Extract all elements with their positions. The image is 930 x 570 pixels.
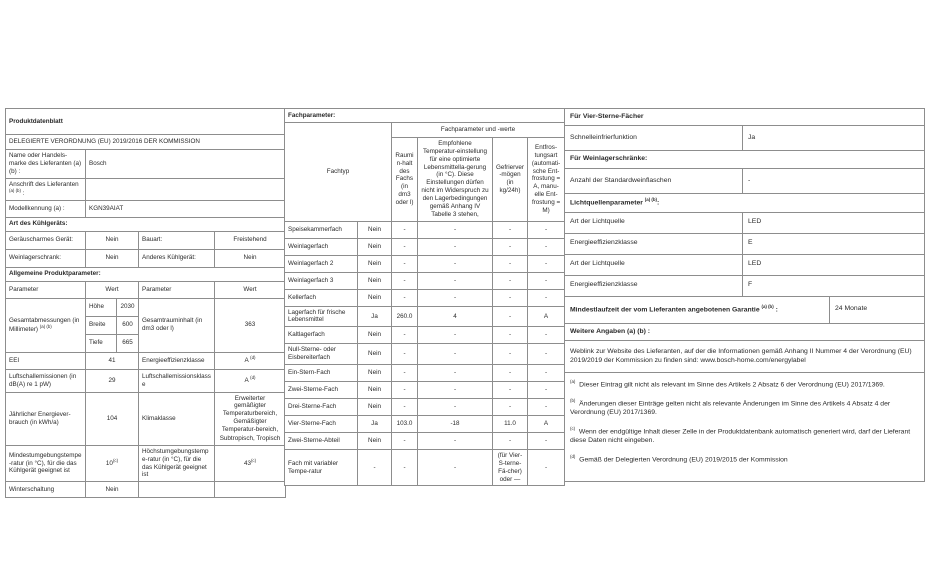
- table-row: [6, 109, 286, 135]
- param-value: Nein: [86, 482, 139, 498]
- footnote: [570, 399, 919, 418]
- compartment-freeze-capacity: -: [493, 289, 528, 306]
- compartment-present: Nein: [358, 289, 392, 306]
- additional-parameters-table: [564, 108, 925, 482]
- table-row: [6, 267, 286, 281]
- compartment-row: [285, 255, 565, 272]
- table-row: [6, 178, 286, 200]
- footnote: [570, 380, 919, 390]
- footnote-marker: (c): [570, 426, 576, 432]
- compartment-row: [285, 238, 565, 255]
- param-label: Bauart:: [139, 231, 215, 249]
- table-row: [565, 168, 925, 193]
- compartment-row: [285, 221, 565, 238]
- compartment-freeze-capacity: -: [493, 255, 528, 272]
- footnote-marker: (b): [570, 398, 576, 404]
- compartment-temp: -: [418, 327, 493, 344]
- more-info-section-header: Weitere Angaben (a) (b) :: [565, 323, 925, 340]
- wine-section-header: Für Weinlagerschränke:: [565, 151, 925, 168]
- light-param-value: LED: [743, 212, 925, 233]
- light-param-row: [565, 212, 925, 233]
- param-label: Höchstumgebungstempe-ratur (in °C), für die das Kühlgerät geeignet ist: [139, 445, 215, 481]
- compartment-present: Ja: [358, 416, 392, 433]
- supplier-name-label: Name oder Handels-marke des Lieferanten (a) (b) :: [6, 150, 86, 179]
- compartment-freeze-capacity: -: [493, 272, 528, 289]
- column-header-temperatur: Empfohlene Temperatur-einstellung für eine optimierte Lebensmittella-gerung (in °C). Diese Einstellungen dürfen nicht im Widerspruch zu den Lagerbedingungen gemäß Anhang IV Tabelle 3 stehen,: [418, 138, 493, 222]
- column-header-gefriervermoegen: Gefrierver-mögen (in kg/24h): [493, 138, 528, 222]
- table-row: [285, 109, 565, 123]
- footnote-text: Gemäß der Delegierten Verordnung (EU) 2019/2015 der Kommission: [579, 456, 788, 464]
- table-row: [285, 123, 565, 138]
- compartment-temp: -: [418, 289, 493, 306]
- regulation-subtitle: DELEGIERTE VERORDNUNG (EU) 2019/2016 DER KOMMISSION: [6, 135, 286, 150]
- fachtyp-header: Fachtyp: [285, 123, 392, 222]
- compartment-label: Zwei-Sterne-Abteil: [285, 433, 358, 450]
- compartment-temp: -: [418, 344, 493, 365]
- supplier-address-label: [6, 178, 86, 200]
- supplier-weblink-text: Weblink zur Website des Lieferanten, auf der die Informationen gemäß Anhang II Nummer 4 der Verordnung (EU) 2019/2019 der Kommission zu finden sind: www.bosch-home.com/energylabel: [565, 341, 925, 373]
- footnote: [570, 427, 919, 446]
- compartment-label: Vier-Sterne-Fach: [285, 416, 358, 433]
- fachparameter-werte-header: Fachparameter und -werte: [392, 123, 565, 138]
- compartment-volume: -: [392, 255, 418, 272]
- param-value: 41: [86, 352, 139, 369]
- compartment-present: -: [358, 450, 392, 486]
- compartment-volume: -: [392, 365, 418, 382]
- param-label: Weinlagerschrank:: [6, 249, 86, 267]
- compartment-row: [285, 399, 565, 416]
- label-text: Anschrift des Lieferanten: [9, 180, 79, 188]
- dimension-value: 600: [117, 316, 139, 334]
- compartment-label: Drei-Sterne-Fach: [285, 399, 358, 416]
- compartment-label: Weinlagerfach: [285, 238, 358, 255]
- general-section-header: Allgemeine Produktparameter:: [6, 267, 286, 281]
- compartment-volume: 103.0: [392, 416, 418, 433]
- warranty-label: Mindestlaufzeit der vom Lieferanten angebotenen Garantie $^{(a) (b)}$ :: [565, 296, 830, 323]
- supplier-address-value: [86, 178, 286, 200]
- footnote-ref: (a) (b): [39, 323, 52, 329]
- dimension-key: Breite: [86, 316, 117, 334]
- compartment-volume: -: [392, 382, 418, 399]
- compartment-row: [285, 450, 565, 486]
- compartment-freeze-capacity: -: [493, 306, 528, 327]
- compartment-temp: -: [418, 399, 493, 416]
- label-suffix: :: [22, 189, 25, 197]
- compartment-defrost-type: -: [528, 272, 565, 289]
- compartment-defrost-type: -: [528, 365, 565, 382]
- light-param-row: [565, 275, 925, 296]
- four-star-section-header: Für Vier-Sterne-Fächer: [565, 109, 925, 126]
- compartment-row: [285, 306, 565, 327]
- compartment-label: Kaltlagerfach: [285, 327, 358, 344]
- table-row: [6, 445, 286, 481]
- compartment-volume: -: [392, 327, 418, 344]
- footnote-ref: (a) (b): [644, 196, 657, 202]
- fast-freeze-value: Ja: [743, 126, 925, 151]
- label-text: Gesamtabmessungen (in Millimeter): [9, 316, 80, 333]
- compartment-row: [285, 416, 565, 433]
- volume-label: Gesamtrauminhalt (in dm3 oder l): [139, 298, 215, 352]
- compartment-defrost-type: -: [528, 344, 565, 365]
- param-value: Freistehend: [215, 231, 286, 249]
- table-row: [6, 217, 286, 231]
- compartment-volume: -: [392, 450, 418, 486]
- supplier-name-value: Bosch: [86, 150, 286, 179]
- light-param-row: [565, 233, 925, 254]
- param-value: 10$^{(c)}$: [86, 445, 139, 481]
- compartment-defrost-type: -: [528, 382, 565, 399]
- bottles-value: -: [743, 168, 925, 193]
- warranty-value: 24 Monate: [830, 296, 925, 323]
- compartment-present: Nein: [358, 327, 392, 344]
- param-label: Jährlicher Energiever-brauch (in kWh/a): [6, 392, 86, 445]
- param-label: EEI: [6, 352, 86, 369]
- compartment-row: [285, 327, 565, 344]
- table-row: [565, 341, 925, 373]
- compartment-freeze-capacity: -: [493, 399, 528, 416]
- compartment-row: [285, 289, 565, 306]
- dimension-key: Höhe: [86, 298, 117, 316]
- compartment-temp: -: [418, 365, 493, 382]
- compartment-present: Ja: [358, 306, 392, 327]
- light-param-value: E: [743, 233, 925, 254]
- table-row: [565, 296, 925, 323]
- footnote-marker: (a): [570, 379, 576, 385]
- compartment-defrost-type: A: [528, 306, 565, 327]
- footnote: [570, 455, 919, 465]
- param-value: 29: [86, 369, 139, 392]
- table-row: [6, 298, 286, 316]
- column-header: Wert: [215, 281, 286, 298]
- compartment-temp: -: [418, 255, 493, 272]
- footnote-text: Änderungen dieser Einträge gelten nicht als relevante Änderungen im Sinne des Artikels 4 Absatz 4 der Verordnung (EU) 2017/1369.: [570, 400, 891, 417]
- footnote-marker: (d): [570, 454, 576, 460]
- param-value: [215, 482, 286, 498]
- compartment-volume: -: [392, 433, 418, 450]
- param-value: A $^{(d)}$: [215, 369, 286, 392]
- compartment-label: Null-Sterne- oder Eisbereiterfach: [285, 344, 358, 365]
- table-row: [6, 231, 286, 249]
- table-row: [6, 249, 286, 267]
- compartment-defrost-type: -: [528, 221, 565, 238]
- column-header-entfrostungsart: Entfros-tungsart (automati-sche Ent-frostung = A, manu-elle Ent-frostung = M): [528, 138, 565, 222]
- compartment-label: Zwei-Sterne-Fach: [285, 382, 358, 399]
- compartment-defrost-type: -: [528, 238, 565, 255]
- compartment-temp: -: [418, 382, 493, 399]
- general-parameters-table: [5, 108, 286, 498]
- compartment-defrost-type: -: [528, 327, 565, 344]
- table-row: [565, 126, 925, 151]
- compartment-freeze-capacity: -: [493, 344, 528, 365]
- compartment-parameters-table: [284, 108, 565, 486]
- light-param-value: LED: [743, 254, 925, 275]
- dimension-value: 665: [117, 334, 139, 352]
- footnote-text: Wenn der endgültige Inhalt dieser Zelle in der Produktdatenbank automatisch generiert wird, darf der Lieferant diese Daten nicht eingeben.: [570, 428, 911, 445]
- compartment-freeze-capacity: 11.0: [493, 416, 528, 433]
- table-row: [6, 352, 286, 369]
- fast-freeze-label: Schnelleinfrierfunktion: [565, 126, 743, 151]
- param-label: Klimaklasse: [139, 392, 215, 445]
- table-row: [6, 482, 286, 498]
- light-param-label: Energieeffizienzklasse: [565, 275, 743, 296]
- compartment-defrost-type: -: [528, 450, 565, 486]
- compartment-temp: -: [418, 450, 493, 486]
- compartment-temp: 4: [418, 306, 493, 327]
- compartment-temp: -18: [418, 416, 493, 433]
- light-param-label: Art der Lichtquelle: [565, 254, 743, 275]
- compartment-row: [285, 433, 565, 450]
- compartment-present: Nein: [358, 399, 392, 416]
- page-title: Produktdatenblatt: [6, 109, 286, 135]
- compartment-row: [285, 344, 565, 365]
- compartment-row: [285, 365, 565, 382]
- table-row: [6, 150, 286, 179]
- table-row: [6, 200, 286, 217]
- compartment-temp: -: [418, 272, 493, 289]
- column-header: Parameter: [139, 281, 215, 298]
- light-param-value: F: [743, 275, 925, 296]
- compartment-present: Nein: [358, 365, 392, 382]
- param-value: Nein: [86, 249, 139, 267]
- table-row: [6, 281, 286, 298]
- param-value: Erweiterter gemäßigter Temperaturbereich, Gemäßigter Temperatur-bereich, Subtropisch, Tropisch: [215, 392, 286, 445]
- model-value: KGN39AIAT: [86, 200, 286, 217]
- table-row: [6, 135, 286, 150]
- compartment-label: Fach mit variabler Tempe-ratur: [285, 450, 358, 486]
- compartment-label: Lagerfach für frische Lebensmittel: [285, 306, 358, 327]
- param-label: Geräuscharmes Gerät:: [6, 231, 86, 249]
- table-row: [565, 373, 925, 482]
- param-value: 43$^{(c)}$: [215, 445, 286, 481]
- compartment-present: Nein: [358, 272, 392, 289]
- table-row: [565, 193, 925, 212]
- compartment-volume: -: [392, 272, 418, 289]
- light-param-label: Energieeffizienzklasse: [565, 233, 743, 254]
- compartment-temp: -: [418, 238, 493, 255]
- footnote-text: Dieser Eintrag gilt nicht als relevant im Sinne des Artikels 2 Absatz 6 der Verordnung (EU) 2017/1369.: [579, 381, 885, 389]
- param-label: Luftschallemissionen (in dB(A) re 1 pW): [6, 369, 86, 392]
- compartment-freeze-capacity: -: [493, 382, 528, 399]
- compartment-label: Weinlagerfach 2: [285, 255, 358, 272]
- compartment-label: Ein-Stern-Fach: [285, 365, 358, 382]
- compartment-freeze-capacity: -: [493, 238, 528, 255]
- param-label: Winterschaltung: [6, 482, 86, 498]
- volume-value: 363: [215, 298, 286, 352]
- compartment-present: Nein: [358, 221, 392, 238]
- param-label: Anderes Kühlgerät:: [139, 249, 215, 267]
- param-value: 104: [86, 392, 139, 445]
- param-value: Nein: [215, 249, 286, 267]
- compartment-present: Nein: [358, 255, 392, 272]
- table-row: [565, 323, 925, 340]
- table-row: [6, 392, 286, 445]
- model-label: Modellkennung (a) :: [6, 200, 86, 217]
- dimension-key: Tiefe: [86, 334, 117, 352]
- dimensions-label: [6, 298, 86, 352]
- compartment-defrost-type: -: [528, 399, 565, 416]
- param-value: Nein: [86, 231, 139, 249]
- param-label: Mindestumgebungstempe-ratur (in °C), für die das Kühlgerät geeignet ist: [6, 445, 86, 481]
- compartment-row: [285, 272, 565, 289]
- compartment-volume: -: [392, 399, 418, 416]
- type-section-header: Art des Kühlgeräts:: [6, 217, 286, 231]
- compartment-defrost-type: -: [528, 255, 565, 272]
- table-row: [565, 109, 925, 126]
- compartment-defrost-type: -: [528, 433, 565, 450]
- compartment-defrost-type: A: [528, 416, 565, 433]
- compartment-freeze-capacity: -: [493, 433, 528, 450]
- compartment-present: Nein: [358, 382, 392, 399]
- table-row: [565, 151, 925, 168]
- light-param-label: Art der Lichtquelle: [565, 212, 743, 233]
- footnote-ref: (a) (b): [9, 187, 21, 193]
- param-value: A $^{(d)}$: [215, 352, 286, 369]
- compartment-present: Nein: [358, 433, 392, 450]
- compartment-freeze-capacity: -: [493, 327, 528, 344]
- footnotes-cell: [565, 373, 925, 482]
- compartment-volume: 260.0: [392, 306, 418, 327]
- footnote-ref: (a) (b): [761, 303, 774, 309]
- compartment-volume: -: [392, 289, 418, 306]
- light-param-row: [565, 254, 925, 275]
- compartment-defrost-type: -: [528, 289, 565, 306]
- bottles-label: Anzahl der Standardweinflaschen: [565, 168, 743, 193]
- compartment-volume: -: [392, 344, 418, 365]
- compartment-label: Kellerfach: [285, 289, 358, 306]
- compartment-label: Speisekammerfach: [285, 221, 358, 238]
- compartment-freeze-capacity: (für Vier-S-terne-Fä-cher) oder —: [493, 450, 528, 486]
- compartment-volume: -: [392, 221, 418, 238]
- dimension-value: 2030: [117, 298, 139, 316]
- fachparameter-section-header: Fachparameter:: [285, 109, 565, 123]
- column-header: Wert: [86, 281, 139, 298]
- column-header: Parameter: [6, 281, 86, 298]
- compartment-row: [285, 382, 565, 399]
- compartment-temp: -: [418, 221, 493, 238]
- param-label: Energieeffizienzklasse: [139, 352, 215, 369]
- compartment-label: Weinlagerfach 3: [285, 272, 358, 289]
- param-label: [139, 482, 215, 498]
- compartment-present: Nein: [358, 238, 392, 255]
- compartment-volume: -: [392, 238, 418, 255]
- compartment-freeze-capacity: -: [493, 365, 528, 382]
- light-section-header: Lichtquellenparameter $^{(a) (b)}$:: [565, 193, 925, 212]
- compartment-temp: -: [418, 433, 493, 450]
- compartment-present: Nein: [358, 344, 392, 365]
- table-row: [6, 369, 286, 392]
- param-label: Luftschallemissionsklasse: [139, 369, 215, 392]
- column-header-rauminhalt: Raumin-halt des Fachs (in dm3 oder l): [392, 138, 418, 222]
- compartment-freeze-capacity: -: [493, 221, 528, 238]
